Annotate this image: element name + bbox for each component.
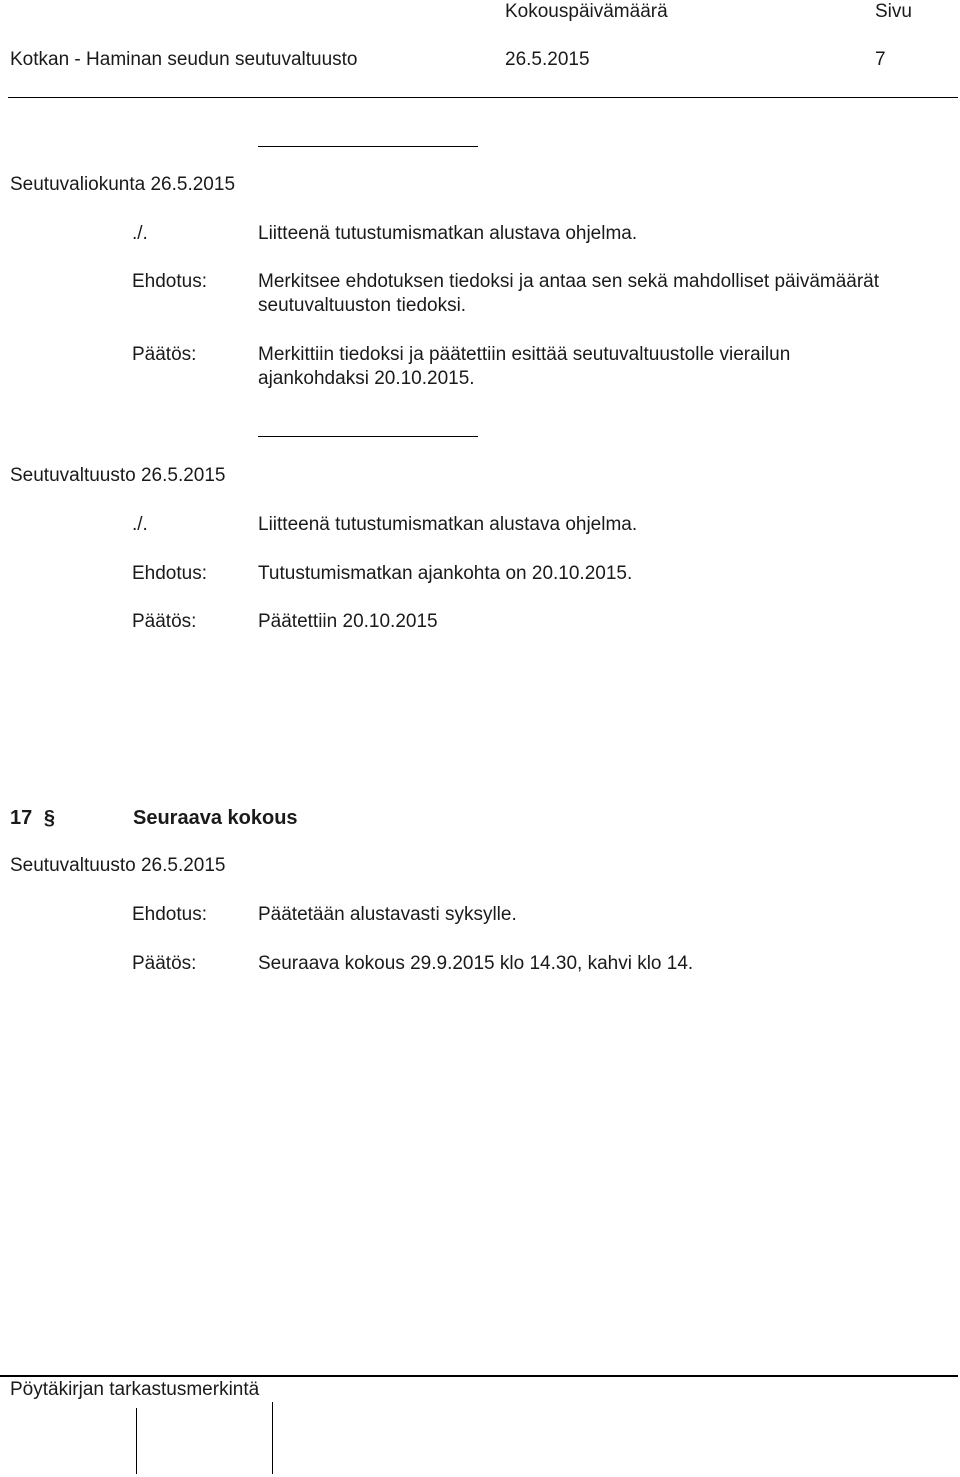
proposal-text bbox=[258, 270, 879, 318]
meeting-date: 26.5.2015 bbox=[505, 49, 590, 70]
attachment-marker: ./. bbox=[132, 514, 148, 535]
decision-label: Päätös: bbox=[132, 953, 197, 974]
body-heading: Seutuvaliokunta 26.5.2015 bbox=[10, 174, 236, 195]
organization-name: Kotkan - Haminan seudun seutuvaltuusto bbox=[10, 49, 358, 70]
verification-label: Pöytäkirjan tarkastusmerkintä bbox=[10, 1379, 260, 1400]
signature-box-divider bbox=[136, 1408, 137, 1474]
header-divider bbox=[8, 97, 958, 98]
proposal-text-line: seutuvaltuuston tiedoksi. bbox=[258, 295, 467, 316]
footer-top-rule bbox=[0, 1375, 958, 1377]
page-column-heading: Sivu bbox=[875, 1, 912, 22]
body-heading: Seutuvaltuusto 26.5.2015 bbox=[10, 465, 226, 486]
decision-text-line: Merkittiin tiedoksi ja päätettiin esittää seutuvaltuustolle vierailun bbox=[258, 344, 791, 365]
section-symbol: § bbox=[43, 807, 55, 829]
attachment-marker: ./. bbox=[132, 223, 148, 244]
decision-text: Päätettiin 20.10.2015 bbox=[258, 611, 438, 632]
page-number: 7 bbox=[875, 49, 886, 70]
decision-text-line: ajankohdaksi 20.10.2015. bbox=[258, 368, 475, 389]
body-heading: Seutuvaltuusto 26.5.2015 bbox=[10, 855, 226, 876]
proposal-label: Ehdotus: bbox=[132, 904, 207, 925]
section-number-value: 17 bbox=[10, 807, 33, 829]
separator-line bbox=[258, 436, 478, 437]
decision-text bbox=[258, 343, 790, 391]
attachment-text: Liitteenä tutustumismatkan alustava ohjelma. bbox=[258, 514, 638, 535]
proposal-text: Päätetään alustavasti syksylle. bbox=[258, 904, 517, 925]
decision-label: Päätös: bbox=[132, 611, 197, 632]
proposal-text-line: Merkitsee ehdotuksen tiedoksi ja antaa sen sekä mahdolliset päivämäärät bbox=[258, 271, 880, 292]
proposal-text: Tutustumismatkan ajankohta on 20.10.2015. bbox=[258, 563, 633, 584]
date-column-heading: Kokouspäivämäärä bbox=[505, 1, 668, 22]
proposal-label: Ehdotus: bbox=[132, 563, 207, 584]
decision-label: Päätös: bbox=[132, 344, 197, 365]
decision-text: Seuraava kokous 29.9.2015 klo 14.30, kahvi klo 14. bbox=[258, 953, 694, 974]
signature-box-divider bbox=[272, 1402, 273, 1474]
section-title: Seuraava kokous bbox=[133, 807, 298, 829]
attachment-text: Liitteenä tutustumismatkan alustava ohjelma. bbox=[258, 223, 638, 244]
proposal-label: Ehdotus: bbox=[132, 271, 207, 292]
separator-line bbox=[258, 146, 478, 147]
section-number bbox=[10, 806, 55, 830]
